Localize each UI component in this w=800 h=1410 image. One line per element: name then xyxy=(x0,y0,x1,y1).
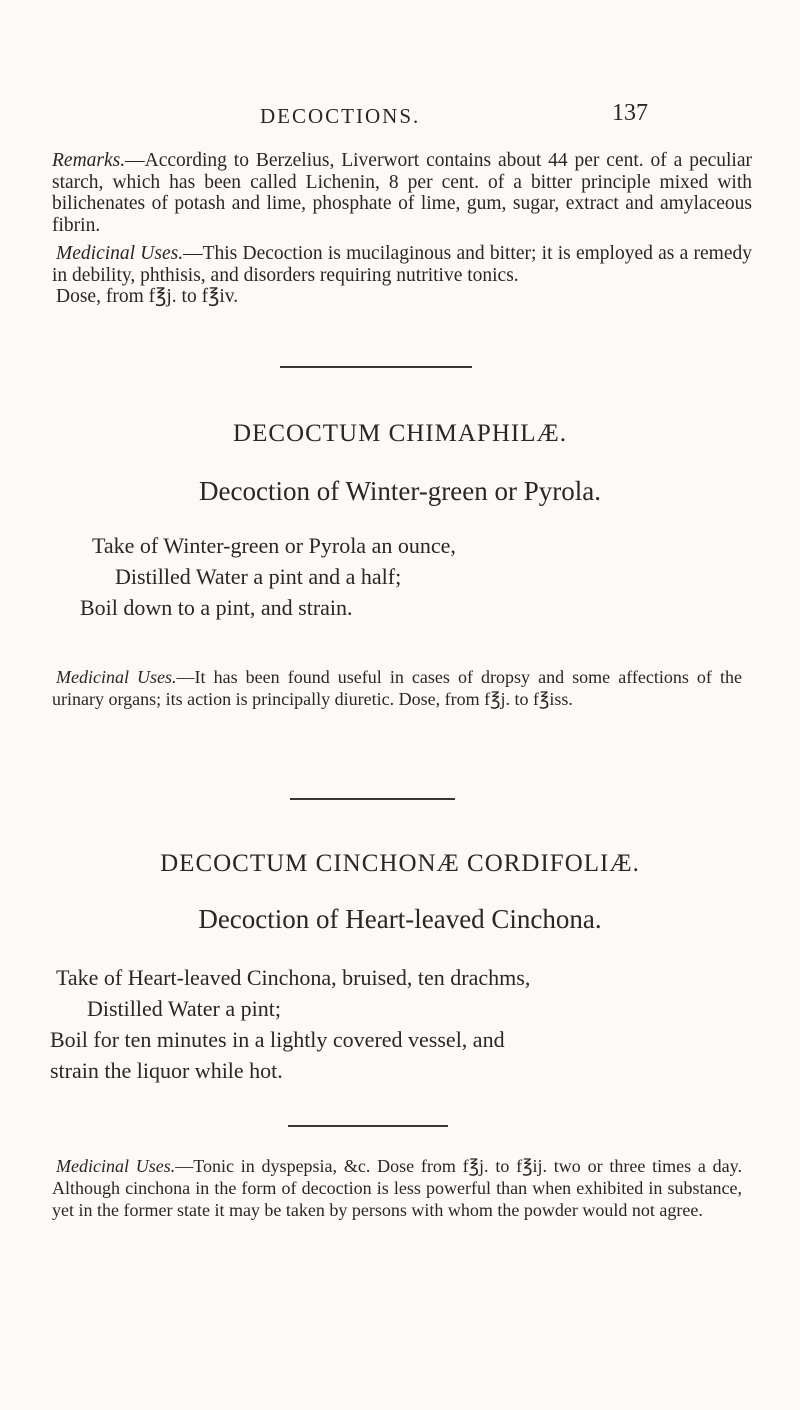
chimaphila-uses-label: Medicinal Uses. xyxy=(56,667,177,687)
recipe-line: Boil down to a pint, and strain. xyxy=(80,595,353,620)
recipe-line: Take of Winter-green or Pyrola an ounce, xyxy=(92,533,456,558)
cinchona-recipe xyxy=(50,962,750,1086)
section-rule xyxy=(290,798,455,800)
medicinal-uses-text: —This Decoction is mucilaginous and bitter; it is employed as a remedy in debility, phthisis, and disorders requiring nutritive tonics. xyxy=(52,243,752,286)
remarks-label: Remarks. xyxy=(52,150,126,171)
recipe-line: strain the liquor while hot. xyxy=(50,1058,283,1083)
cinchona-latin-title: DECOCTUM CINCHONÆ CORDIFOLIÆ. xyxy=(160,850,640,877)
chimaphila-recipe xyxy=(50,530,456,623)
section-rule xyxy=(288,1125,448,1127)
page-number: 137 xyxy=(612,100,648,126)
recipe-line: Boil for ten minutes in a lightly covered vessel, and xyxy=(50,1027,505,1052)
recipe-line: Distilled Water a pint; xyxy=(87,996,281,1021)
recipe-line: Take of Heart-leaved Cinchona, bruised, ten drachms, xyxy=(56,965,531,990)
cinchona-uses-paragraph xyxy=(52,1155,742,1221)
chimaphila-latin-title: DECOCTUM CHIMAPHILÆ. xyxy=(233,420,567,447)
chimaphila-english-title: Decoction of Winter-green or Pyrola. xyxy=(199,476,601,506)
medicinal-uses-label: Medicinal Uses. xyxy=(56,243,184,264)
cinchona-uses-label: Medicinal Uses. xyxy=(56,1156,176,1176)
section-rule xyxy=(280,366,472,368)
cinchona-english-title: Decoction of Heart-leaved Cinchona. xyxy=(198,904,602,934)
recipe-line: Distilled Water a pint and a half; xyxy=(115,564,402,589)
medicinal-uses-dose: Dose, from f℥j. to f℥iv. xyxy=(56,286,239,307)
remarks-paragraph xyxy=(52,150,752,236)
running-head xyxy=(0,100,800,136)
cinchona-uses-text: —Tonic in dyspepsia, &c. Dose from f℥j. to f℥ij. two or three times a day. Although cinchona in the form of decoction is less powerful than when exhibited in substance, yet in the former state it may be taken by persons with whom the powder would not agree. xyxy=(52,1156,742,1220)
running-title: DECOCTIONS. xyxy=(260,104,421,128)
chimaphila-uses-text: —It has been found useful in cases of dropsy and some affections of the urinary organs; its action is principally diuretic. Dose, from f℥j. to f℥iss. xyxy=(52,667,742,709)
medicinal-uses-paragraph xyxy=(52,243,752,308)
chimaphila-uses-paragraph xyxy=(52,666,742,710)
remarks-text: —According to Berzelius, Liverwort contains about 44 per cent. of a peculiar starch, which has been called Lichenin, 8 per cent. of a bitter principle mixed with bilichenates of potash and lime, phosphate of lime, gum, sugar, extract and amylaceous fibrin. xyxy=(52,150,752,236)
